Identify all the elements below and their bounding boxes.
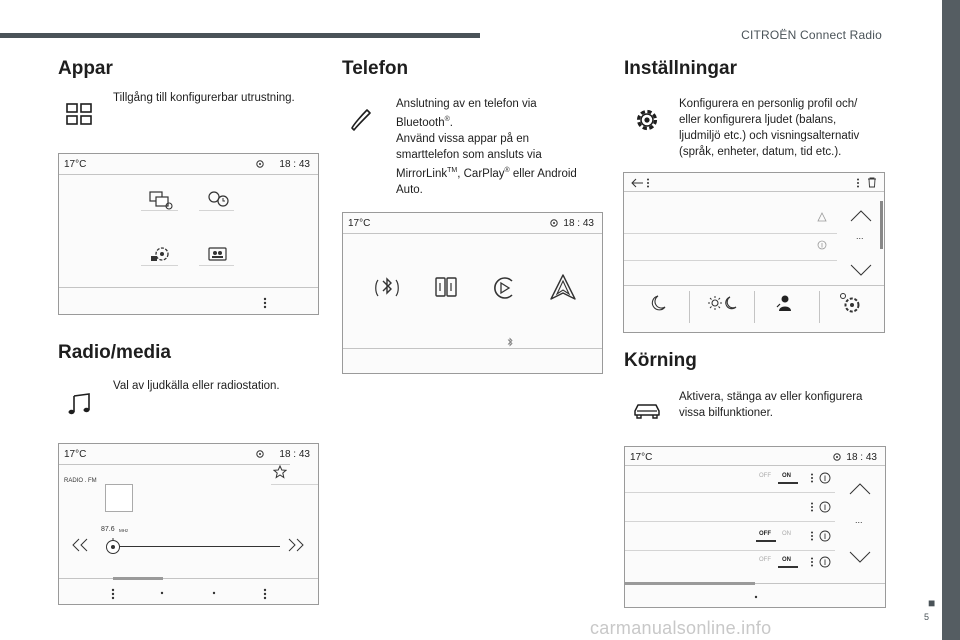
menu-dots-icon[interactable]: [810, 473, 814, 483]
radio-frequency: 87.6: [101, 526, 115, 533]
station-artwork: [105, 484, 133, 512]
installningar-description: Konfigurera en personlig profil och/ eller konfigurera ljudet (balans, ljudmiljö etc.) och visningsalternativ (språk, enheter, datum, tid etc.).: [679, 98, 860, 158]
menu-dots-icon[interactable]: [810, 557, 814, 567]
info-icon[interactable]: [819, 530, 831, 542]
radio-screen: [58, 443, 319, 605]
bluetooth-phone-icon[interactable]: [373, 273, 401, 303]
info-icon[interactable]: [819, 501, 831, 513]
gps-icon: [832, 452, 842, 462]
seek-forward-icon[interactable]: [281, 538, 305, 552]
radio-station-label: RADIO . FM: [64, 478, 97, 484]
menu-dots-icon[interactable]: [263, 297, 267, 309]
settings-screen: [623, 172, 885, 333]
more-indicator: ...: [855, 515, 863, 525]
apps-grid-icon: [66, 103, 92, 125]
toggle-selected-bar: [778, 482, 798, 484]
toggle-selected-bar: [778, 566, 798, 568]
menu-dots-icon[interactable]: [856, 178, 860, 188]
toggle-on-label[interactable]: ON: [782, 531, 791, 537]
contacts-icon[interactable]: [204, 245, 232, 265]
music-note-icon: [68, 392, 92, 416]
dot-icon[interactable]: [160, 591, 164, 595]
night-mode-icon[interactable]: [646, 293, 668, 313]
radio-frequency-unit: MHz: [119, 528, 129, 533]
apps-screen: [58, 153, 319, 315]
menu-dots-icon[interactable]: [810, 502, 814, 512]
vehicle-settings-icon[interactable]: [147, 244, 175, 266]
profile-icon[interactable]: [774, 293, 794, 313]
dot-icon[interactable]: [754, 595, 758, 599]
android-auto-icon[interactable]: [548, 272, 578, 302]
scroll-down-icon[interactable]: [849, 551, 871, 563]
seek-back-icon[interactable]: [71, 538, 95, 552]
driving-tab-indicator: [625, 582, 755, 585]
radio-title: Radio/media: [58, 342, 171, 363]
bluetooth-status-icon: [506, 337, 514, 347]
toggle-off-label[interactable]: OFF: [759, 531, 771, 537]
radio-tab-indicator: [113, 577, 163, 580]
screen-time: 18 : 43: [563, 218, 594, 229]
screen-temperature: 17°C: [348, 218, 371, 229]
scrollbar[interactable]: [880, 201, 883, 249]
gps-icon: [255, 449, 265, 459]
appar-title: Appar: [58, 58, 113, 79]
mirrorlink-icon[interactable]: [432, 273, 460, 303]
menu-dots-icon[interactable]: [810, 531, 814, 541]
scroll-up-icon[interactable]: [849, 483, 871, 495]
carplay-icon[interactable]: [490, 273, 518, 303]
page-number: 5: [924, 612, 930, 622]
system-settings-icon[interactable]: [838, 291, 862, 315]
connected-services-icon[interactable]: [147, 189, 175, 211]
driving-screen: [624, 446, 886, 608]
day-night-icon[interactable]: [706, 293, 738, 313]
dot-icon[interactable]: [212, 591, 216, 595]
page-dot: ■: [928, 596, 936, 610]
radio-description: Val av ljudkälla eller radiostation.: [113, 380, 280, 392]
info-icon[interactable]: [819, 556, 831, 568]
scroll-down-icon[interactable]: [850, 264, 872, 276]
frequency-slider-track[interactable]: [113, 546, 280, 547]
toggle-on-label[interactable]: ON: [782, 473, 791, 479]
header-title: CITROËN Connect Radio: [741, 28, 882, 42]
info-icon: [817, 240, 827, 250]
screen-temperature: 17°C: [64, 159, 87, 170]
fuel-clock-icon[interactable]: [204, 189, 232, 211]
watermark: carmanualsonline.info: [590, 618, 772, 638]
screen-temperature: 17°C: [630, 452, 653, 463]
trash-icon[interactable]: [867, 177, 877, 188]
info-icon[interactable]: [819, 472, 831, 484]
korning-description: Aktivera, stänga av eller konfigurera vissa bilfunktioner.: [679, 391, 863, 419]
header-bar: [0, 33, 480, 38]
more-indicator: ...: [856, 231, 864, 241]
warning-icon: [817, 212, 827, 222]
gps-icon: [549, 218, 559, 228]
page-sidebar: [942, 0, 960, 640]
telefon-title: Telefon: [342, 58, 409, 79]
screen-temperature: 17°C: [64, 449, 87, 460]
back-arrow-icon[interactable]: [630, 178, 644, 188]
screen-time: 18 : 43: [279, 449, 310, 460]
gps-icon: [255, 159, 265, 169]
toggle-selected-bar: [756, 540, 776, 542]
appar-description: Tillgång till konfigurerbar utrustning.: [113, 92, 295, 104]
toggle-off-label[interactable]: OFF: [759, 557, 771, 563]
car-icon: [632, 401, 662, 421]
scroll-up-icon[interactable]: [850, 210, 872, 222]
screen-time: 18 : 43: [846, 452, 877, 463]
toggle-on-label[interactable]: ON: [782, 557, 791, 563]
menu-dots-icon[interactable]: [263, 588, 267, 600]
frequency-slider-thumb[interactable]: [104, 538, 122, 556]
settings-gear-icon: [633, 106, 661, 134]
telefon-description: Anslutning av en telefon via Bluetooth®. Använd vissa appar på en smarttelefon som ansluts via MirrorLink™, CarPlay® eller Android Auto.: [396, 98, 577, 196]
installningar-title: Inställningar: [624, 58, 737, 79]
screen-time: 18 : 43: [279, 159, 310, 170]
phone-handset-icon: [350, 107, 372, 131]
menu-dots-icon[interactable]: [646, 178, 650, 188]
phone-screen: [342, 212, 603, 374]
toggle-off-label[interactable]: OFF: [759, 473, 771, 479]
menu-dots-icon[interactable]: [111, 588, 115, 600]
favorite-star-icon[interactable]: [273, 465, 287, 479]
korning-title: Körning: [624, 350, 697, 371]
